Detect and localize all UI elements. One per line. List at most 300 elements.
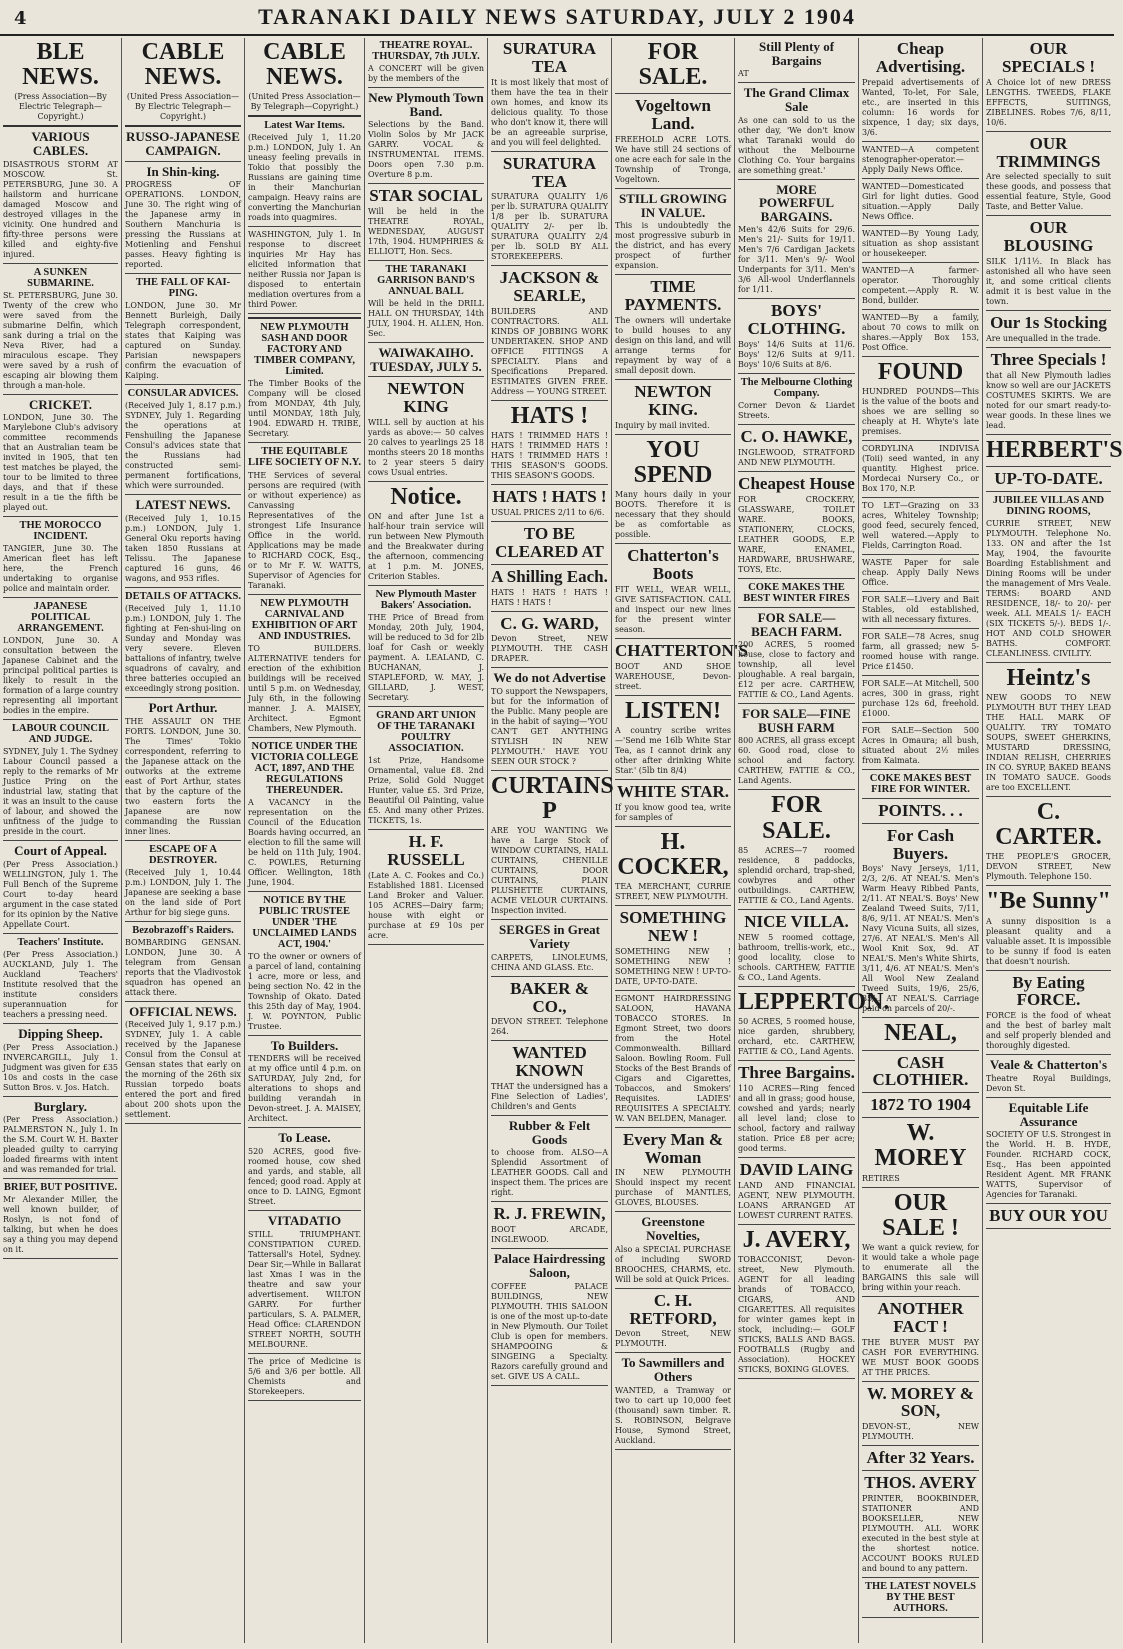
divider bbox=[3, 840, 118, 841]
ad-body: CURRIE STREET, NEW PLYMOUTH. Telephone No. 133. ON and after the 1st May, 1904, the favourite Boarding Establishment and Dining Rooms will be under the management of Mrs Veale. TERMS: BOARD AND RESIDENCE, 18/- to 20/- per week. ALL MEALS 1/- EACH (SIX TICKETS 5/-). BEDS 1/-. HOT AND COLD SHOWER BATHS. COMFORT. CLEANLINESS. CIVILITY. bbox=[986, 518, 1111, 658]
ad-body: THE Price of Bread from Monday, 20th July, 1904, will be reduced to 3d for 2lb loaf for Cash or weekly payment. A. LEALAND, C. BUCHANAN, J. STAPLEFORD, W. MAY, J. GILLARD, J. WEST, Secretary. bbox=[368, 613, 484, 703]
advertisement bbox=[368, 380, 484, 478]
ad-heading: THEATRE ROYAL. THURSDAY, 7th JULY. bbox=[372, 40, 480, 63]
divider bbox=[738, 298, 855, 299]
ad-body: Men's 42/6 Suits for 29/6. Men's 21/- Suits for 19/11. Men's 7/6 Cardigan Jackets for 3/11. Men's 9/- Wool Underpants for 3/11. Men's 3/6 All-wool Underflannels for 1/11. bbox=[738, 225, 855, 295]
advertisement bbox=[491, 1044, 608, 1112]
ad-body: TOBACCONIST, Devon-street, New Plymouth. AGENT for all leading brands of TOBACCO, CIGARS, AND CIGARETTES. All requisites for winter games kept in stock, including:— GOLF STICKS, BALLS AND BAGS. FOOTBALLS (Rugby and Association). HOCKEY STICKS, BOXING GLOVES. bbox=[738, 1254, 855, 1374]
ad-body: AT bbox=[738, 69, 749, 79]
divider bbox=[368, 706, 484, 707]
ad-heading: OUR SPECIALS ! bbox=[1001, 39, 1096, 76]
advertisement bbox=[986, 495, 1111, 659]
ad-body: DEVON STREET. Telephone 264. bbox=[491, 1017, 608, 1037]
ad-body: Many hours daily in your BOOTS. Therefore it is necessary that they should be as comfortable as possible. bbox=[615, 490, 731, 540]
ad-heading: MORE POWERFUL BARGAINS. bbox=[758, 181, 835, 224]
divider bbox=[125, 1001, 241, 1002]
ad-body: FOR SALE—Livery and Bait Stables, old established, with all necessary fixtures. bbox=[862, 594, 979, 624]
advertisement bbox=[986, 800, 1111, 882]
ad-heading: NEWTON KING. bbox=[634, 382, 712, 419]
article-body: BOMBARDING GENSAN. LONDON, June 30. A telegram from Gensan reports that the Vladivostok squadron has opened an attack there. bbox=[125, 937, 241, 997]
divider bbox=[738, 1157, 855, 1158]
divider bbox=[738, 1060, 855, 1061]
column-subheading: (United Press Association—By Telegraph—Copyright.) bbox=[248, 92, 361, 112]
divider bbox=[986, 434, 1111, 435]
article-heading: JAPANESE POLITICAL ARRANGEMENT. bbox=[17, 601, 104, 635]
article-heading: NEW PLYMOUTH SASH AND DOOR FACTORY AND TIMBER COMPANY, Limited. bbox=[254, 322, 355, 378]
advertisement bbox=[738, 475, 855, 575]
ad-heading: Notice. bbox=[390, 484, 462, 511]
divider bbox=[491, 1115, 608, 1116]
divider bbox=[248, 1353, 361, 1354]
ad-body: FOR CROCKERY, GLASSWARE, TOILET WARE. BOOKS, STATIONERY, CLOCKS, LEATHER GOODS, E.P. WARE, ENAMEL, HARDWARE, BRUSHWARE, TOYS, Etc. bbox=[738, 494, 855, 574]
divider bbox=[491, 564, 608, 565]
article-body: (Received July 1, 10.44 p.m.) LONDON, July 1. The Japanese are seeking a base on the land side of Port Arthur for big siege guns. bbox=[125, 867, 241, 917]
article-heading: OFFICIAL NEWS. bbox=[129, 1003, 237, 1019]
ad-heading: H. COCKER, bbox=[617, 828, 729, 880]
ad-body: IN NEW PLYMOUTH Should inspect my recent purchase of MANTLES, GLOVES, BLOUSES. bbox=[615, 1168, 731, 1208]
divider bbox=[491, 1248, 608, 1249]
advertisement bbox=[615, 192, 731, 271]
divider bbox=[491, 265, 608, 266]
column-4 bbox=[365, 38, 488, 1643]
ad-body: We want a quick review, for it would take a whole page to enumerate all the BARGAINS this sale will bring within your reach. bbox=[862, 1242, 979, 1292]
ad-heading: STILL GROWING IN VALUE. bbox=[618, 191, 727, 220]
ad-body: BOOT ARCADE, INGLEWOOD. bbox=[491, 1225, 608, 1245]
divider bbox=[3, 597, 118, 598]
article bbox=[125, 591, 241, 694]
article-body: LONDON, June 30. A consultation between the Japanese Cabinet and the principal political parties is likely to result in the formation of a large country representing all important bodies in the empire. bbox=[3, 636, 118, 716]
advertisement bbox=[615, 1215, 731, 1284]
divider bbox=[986, 970, 1111, 971]
ad-body: ON and after June 1st a half-hour train service will run between New Plymouth and the Breakwater during the afternoon, commencing at 1 p.m. M. JONES, Criterion Stables. bbox=[368, 512, 484, 582]
divider bbox=[491, 770, 608, 771]
advertisement bbox=[862, 1054, 979, 1090]
ad-heading: JACKSON & SEARLE, bbox=[499, 268, 600, 306]
advertisement bbox=[615, 640, 748, 692]
advertisement bbox=[862, 266, 979, 306]
divider bbox=[248, 737, 361, 738]
ad-heading: FOR SALE. bbox=[762, 792, 831, 844]
article bbox=[3, 398, 118, 514]
advertisement bbox=[368, 710, 484, 826]
advertisement bbox=[986, 974, 1111, 1052]
ad-heading: Chatterton's Boots bbox=[627, 546, 719, 583]
article-heading: DETAILS OF ATTACKS. bbox=[125, 590, 242, 602]
ad-heading: Three Bargains. bbox=[738, 1062, 855, 1082]
ad-heading: CASH CLOTHIER. bbox=[872, 1052, 969, 1090]
article-body: THE Services of several persons are required (with or without experience) as Canvassing Representatives of the strongest Life Insurance Office in the world. Applications may be made to RICHARD COCK, Esq., or to Mr F. W. WATTS, Supervisor of Agencies for Taranaki. bbox=[248, 470, 361, 590]
article bbox=[248, 741, 361, 888]
advertisement bbox=[986, 666, 1111, 793]
divider bbox=[615, 990, 731, 991]
divider bbox=[738, 909, 855, 910]
advertisements bbox=[862, 40, 979, 1618]
page-number: 4 bbox=[14, 8, 27, 29]
article bbox=[248, 895, 361, 1032]
ad-body: A Choice lot of new DRESS LENGTHS. TWEEDS, FLAKE EFFECTS, SUITINGS, ZIBELINES. Robes 7/6, 8/11, 10/6. bbox=[986, 77, 1111, 127]
advertisement bbox=[986, 1058, 1111, 1094]
articles bbox=[248, 120, 361, 314]
article-heading: BRIEF, BUT POSITIVE. bbox=[3, 1182, 118, 1194]
ad-heading: C. H. RETFORD, bbox=[629, 1290, 717, 1328]
ad-body: Prepaid advertisements of Wanted, To-let, For Sale, etc., are inserted in this column: 16 words for sixpence, 1 day; six days, 3/6. bbox=[862, 77, 979, 137]
article-heading: LABOUR COUNCIL AND JUDGE. bbox=[11, 723, 110, 746]
ad-heading: TIME PAYMENTS. bbox=[624, 277, 722, 315]
articles bbox=[3, 130, 118, 1259]
advertisement bbox=[491, 1205, 608, 1245]
advertisements bbox=[615, 39, 748, 1450]
advertisement bbox=[368, 264, 484, 339]
article-body: WASHINGTON, July 1. In response to discreet inquiries Mr Hay has elicited information that neither Russia nor Japan is disposed to entertain mediation overtures from a third Power. bbox=[248, 230, 361, 310]
divider bbox=[125, 384, 241, 385]
divider bbox=[738, 1224, 855, 1225]
advertisement bbox=[862, 726, 979, 766]
ad-heading: C. G. WARD, bbox=[500, 613, 599, 633]
ad-body: Will be held in the THEATRE ROYAL, WEDNESDAY, AUGUST 17th, 1904. HUMPHRIES & ELLIOTT, Hon. Secs. bbox=[368, 207, 484, 257]
ad-body: (Late A. C. Fookes and Co.) Established 1881. Licensed Land Broker and Valuer. 105 ACRES—Dairy farm; house with eight or purchase at £9 10s per acre. bbox=[368, 871, 484, 941]
column-heading: CABLE NEWS. bbox=[263, 39, 346, 91]
column-6 bbox=[612, 38, 748, 1643]
article-body: (Received July 1, 9.17 p.m.) SYDNEY, July 1. A cable received by the Japanese Consul from the Consul at Gensan states that early on the morning of the 26th six Russian torpedo boats entered the port and fired about 200 shots upon the settlement. bbox=[125, 1020, 241, 1120]
ad-body: THE PEOPLE'S GROCER, DEVON STREET, New Plymouth. Telephone 150. bbox=[986, 852, 1111, 882]
article bbox=[125, 844, 241, 918]
topic-heading: RUSSO-JAPANESE CAMPAIGN. bbox=[126, 129, 240, 159]
article bbox=[248, 1039, 361, 1125]
article-heading: THE MOROCCO INCIDENT. bbox=[19, 520, 102, 543]
ad-heading: LISTEN! bbox=[624, 697, 722, 724]
ad-body: WANTED—Domesticated Girl for light duties. Good situation.—Apply Daily News Office. bbox=[862, 181, 979, 221]
divider bbox=[862, 141, 979, 142]
advertisement bbox=[615, 278, 731, 376]
divider bbox=[615, 695, 731, 696]
article bbox=[3, 1182, 118, 1255]
ad-body: SURATURA QUALITY 1/6 per lb. SURATURA QUALITY 1/8 per lb. SURATURA QUALITY 2/- per lb. SURATURA QUALITY 2/4 per lb. SOLD BY ALL STOREKEEPERS. bbox=[491, 192, 608, 262]
ad-body: TEA MERCHANT, CURRIE STREET, NEW PLYMOUTH. bbox=[615, 882, 731, 902]
ad-heading: J. AVERY, bbox=[742, 1226, 851, 1253]
divider bbox=[738, 789, 855, 790]
ad-heading: UP-TO-DATE. bbox=[994, 468, 1103, 488]
ad-body: As one can sold to us the other day, 'We don't know what Taranaki would do without the Melbourne Clothing Co. Your bargains are something great.' bbox=[738, 115, 855, 175]
divider bbox=[986, 885, 1111, 886]
divider bbox=[738, 578, 855, 579]
divider bbox=[862, 554, 979, 555]
divider bbox=[738, 471, 855, 472]
advertisement bbox=[368, 187, 484, 257]
ad-heading: W. MOREY & SON, bbox=[867, 1383, 974, 1421]
divider bbox=[738, 607, 855, 608]
ad-body: Boys' Navy Jerseys, 1/11, 2/3, 2/6. AT NEAL'S. Men's Warm Heavy Ribbed Pants, 2/11. AT NEAL'S. Boys' New Zealand Tweed Suits, 7/11, 8/6, 9/11. AT NEAL'S. Men's Navy Vicuna Suits, all sizes, 27/6. AT NEAL'S. Men's All Wool Knit Sox, 9d. AT NEAL'S. Men's White Shirts, 3/11, 4/6. AT NEAL'S. Men's All Wool New Zealand Tweed Suits, 19/6, 25/6, 35/-. AT NEAL'S. Carriage paid on parcels of 20/-. bbox=[862, 864, 979, 1014]
article bbox=[125, 277, 241, 381]
advertisements bbox=[368, 40, 484, 945]
advertisement bbox=[862, 632, 979, 672]
article-heading: Bezobrazoff's Raiders. bbox=[132, 924, 234, 936]
advertisement bbox=[368, 346, 484, 373]
advertisements bbox=[491, 39, 614, 1386]
ad-heading: COKE MAKES BEST FIRE FOR WINTER. bbox=[869, 772, 972, 795]
ad-body: WASTE Paper for sale cheap. Apply Daily News Office. bbox=[862, 557, 979, 587]
divider bbox=[862, 769, 979, 770]
article bbox=[125, 1005, 241, 1121]
advertisement bbox=[491, 488, 608, 518]
article-heading: To Builders. bbox=[270, 1037, 339, 1053]
divider bbox=[986, 466, 1111, 467]
ad-body: FIT WELL, WEAR WELL, GIVE SATISFACTION. CALL and inspect our new lines for the present winter season. bbox=[615, 584, 731, 634]
ad-body: WANTED—By Young Lady, situation as shop assistant or housekeeper. bbox=[862, 228, 979, 258]
divider bbox=[368, 260, 484, 261]
divider bbox=[368, 376, 484, 377]
article-heading: CRICKET. bbox=[29, 396, 92, 412]
article-body: The Timber Books of the Company will be closed from MONDAY, 4th July, until MONDAY, 18th July, 1904. EDWARD H. TRIBE, Secretary. bbox=[248, 379, 361, 439]
advertisement bbox=[615, 699, 731, 776]
advertisement bbox=[615, 1131, 731, 1209]
ad-body: HATS ! HATS ! HATS ! HATS ! HATS ! bbox=[491, 587, 608, 607]
divider bbox=[738, 179, 855, 180]
divider bbox=[862, 356, 979, 357]
article bbox=[248, 598, 361, 734]
divider bbox=[248, 313, 361, 314]
divider bbox=[986, 1203, 1111, 1204]
divider bbox=[986, 1054, 1111, 1055]
ad-body: WILL sell by auction at his yards as above:— 50 calves 20 calves to yearlings 25 18 months steers 20 18 months to 2 year steers 5 dairy cows Usual entries. bbox=[368, 418, 484, 478]
ad-heading: BOYS' CLOTHING. bbox=[747, 301, 846, 339]
article bbox=[3, 723, 118, 837]
advertisement bbox=[491, 1252, 608, 1381]
ad-body: FORCE is the food of wheat and the best of barley malt and self properly blended and thoroughly digested. bbox=[986, 1011, 1111, 1051]
divider bbox=[862, 440, 979, 441]
ad-heading: BUY OUR YOU bbox=[989, 1206, 1108, 1226]
advertisement bbox=[862, 1474, 979, 1574]
divider bbox=[125, 494, 241, 495]
ad-heading: W. MOREY bbox=[874, 1120, 967, 1172]
advertisement bbox=[738, 86, 855, 175]
article-heading: ESCAPE OF A DESTROYER. bbox=[149, 843, 217, 866]
divider bbox=[3, 263, 118, 264]
advertisement bbox=[615, 994, 731, 1124]
divider bbox=[248, 1035, 361, 1036]
divider bbox=[986, 1228, 1111, 1229]
column-3 bbox=[245, 38, 365, 1643]
divider bbox=[862, 628, 979, 629]
divider bbox=[491, 1385, 608, 1386]
advertisement bbox=[986, 889, 1111, 966]
divider bbox=[3, 1096, 118, 1097]
advertisement bbox=[368, 833, 484, 941]
ad-heading: SURATURA TEA bbox=[502, 39, 597, 76]
ad-body: 800 ACRES, all grass except 60. Good road, close to school and factory. CARTHEW, FATTIE & CO., Land Agents. bbox=[738, 736, 855, 786]
ad-heading: TO BE CLEARED AT bbox=[495, 524, 604, 561]
ad-body: Also a SPECIAL PURCHASE of including SWORD BROOCHES, CHARMS, etc. Will be sold at Quick Prices. bbox=[615, 1244, 731, 1284]
divider bbox=[125, 587, 241, 588]
ad-body: NEW 5 roomed cottage, bathroom, trellis-work, etc., good locality, close to schools. CARTHEW, FATTIE & CO., Land Agents. bbox=[738, 932, 855, 982]
ad-body: SOMETHING NEW ! SOMETHING NEW ! SOMETHING NEW ! UP-TO-DATE, UP-TO-DATE. bbox=[615, 946, 731, 986]
divider bbox=[615, 1288, 731, 1289]
ad-heading: POINTS. . . bbox=[878, 800, 963, 820]
article bbox=[248, 230, 361, 310]
divider bbox=[615, 274, 731, 275]
advertisement bbox=[862, 360, 979, 437]
advertisement bbox=[368, 40, 484, 84]
article-body: 520 ACRES, good five-roomed house, cow shed and yards, and stable, all fenced; good road. Apply at once to D. LAING, Egmont Street. bbox=[248, 1147, 361, 1206]
ad-body: If you know good tea, write for samples of bbox=[615, 802, 731, 822]
ad-heading: Veale & Chatterton's bbox=[989, 1057, 1108, 1073]
ad-body: It is most likely that most of them have the tea in their own homes, and know its delicious quality. To those who don't know it, there will be an agreeable surprise, and you will feel delighted. bbox=[491, 77, 608, 147]
advertisement bbox=[738, 707, 855, 786]
advertisement bbox=[491, 1119, 608, 1198]
article bbox=[3, 130, 118, 259]
ad-body: THAT the undersigned has a Fine Selection of Ladies', Children's and Gents bbox=[491, 1082, 608, 1112]
ad-heading: By Eating FORCE. bbox=[1012, 972, 1085, 1010]
advertisement bbox=[615, 1356, 731, 1445]
article-body: The price of Medicine is 5/6 and 3/6 per bottle. All Chemists and Storekeepers. bbox=[248, 1356, 361, 1396]
divider bbox=[615, 779, 731, 780]
divider bbox=[615, 434, 731, 435]
article-heading: THE EQUITABLE LIFE SOCIETY OF N.Y. bbox=[248, 446, 361, 469]
divider bbox=[738, 1378, 855, 1379]
ad-heading: GRAND ART UNION OF THE TARANAKI POULTRY ASSOCIATION. bbox=[376, 710, 476, 755]
divider bbox=[862, 1117, 979, 1118]
column-5 bbox=[488, 38, 612, 1643]
advertisement bbox=[491, 40, 608, 148]
divider bbox=[248, 1210, 361, 1211]
advertisement bbox=[738, 302, 855, 370]
advertisement bbox=[986, 1101, 1111, 1200]
divider bbox=[862, 497, 979, 498]
article-heading: Court of Appeal. bbox=[14, 843, 107, 859]
article-body: LONDON, June 30. Mr Bennett Burleigh, Daily Telegraph correspondent, states that Kaiping was captured on Sunday. Parisian newspapers confirm the evacuation of Kaiping. bbox=[125, 301, 241, 381]
advertisement bbox=[738, 611, 855, 700]
ad-heading: C. CARTER. bbox=[995, 799, 1102, 851]
article-body: TO BUILDERS. ALTERNATIVE tenders for erection of the exhibition buildings will be received until 5 p.m. on Wednesday, July 6th, in the following manner. J. A. MAISEY, Architect. Egmont Chambers, New Plymouth. bbox=[248, 643, 361, 733]
divider bbox=[986, 796, 1111, 797]
divider bbox=[862, 1187, 979, 1188]
column-1 bbox=[0, 38, 122, 1643]
advertisement bbox=[615, 547, 731, 635]
article-body: (Received July 1, 11.10 p.m.) LONDON, July 1. The fighting at Fen-shui-ling on Sunday and Monday was very severe. Eleven battalions of infantry, twelve squadrons of cavalry, and three batteries occupied an exceedingly strong position. bbox=[125, 604, 241, 693]
divider bbox=[986, 1097, 1111, 1098]
advertisement bbox=[862, 1121, 979, 1183]
newspaper-title: TARANAKI DAILY NEWS SATURDAY, JULY 2 1904 bbox=[258, 4, 856, 29]
ad-body: CORDYLINA INDIVISA (Toii) seed wanted, in any quantity. Highest price. Mordecai Nursery Co., or Box 170, N.P. bbox=[862, 443, 979, 493]
ad-heading: A Shilling Each. bbox=[491, 566, 608, 586]
divider bbox=[368, 585, 484, 586]
article-heading: NEW PLYMOUTH CARNIVAL AND EXHIBITION OF ART AND INDUSTRIES. bbox=[251, 597, 358, 642]
divider bbox=[862, 1470, 979, 1471]
ad-body: RETIRES bbox=[862, 1173, 900, 1183]
ad-body: PRINTER, BOOKBINDER, STATIONER AND BOOKSELLER, NEW PLYMOUTH. ALL WORK executed in the best style at the shortest notice. ACCOUNT BOOKS RULED and bound to any pattern. bbox=[862, 1493, 979, 1573]
article-body: A VACANCY in the representation on the Council of the Education Boards having occurred, an election to fill the same will be held on 11th July, 1904. C. POWLES, Returning Officer. Wellington, 18th June, 1904. bbox=[248, 797, 361, 887]
article-heading: LATEST NEWS. bbox=[135, 497, 231, 513]
article-body: LONDON, June 30. The Marylebone Club's advisory committee recommends that an Australian team be invited in 1905, that ten test matches be played, the tour to be limited to three days, and that if these result in a tie the fifth be played out. bbox=[3, 413, 118, 513]
article-heading: In Shin-king. bbox=[146, 163, 220, 179]
ad-heading: OUR TRIMMINGS bbox=[996, 133, 1101, 171]
advertisement bbox=[738, 1161, 855, 1221]
divider bbox=[615, 93, 731, 94]
ad-body: 85 ACRES—7 roomed residence, 8 paddocks, splendid orchard, trap-shed, cowbyres and other outbuildings. CARTHEW, FATTIE & CO., Land Agents. bbox=[738, 845, 855, 905]
column-9 bbox=[983, 38, 1123, 1643]
article-body: (Received July 1, 8.17 p.m.) SYDNEY, July 1. Regarding the operations at Fenshuiling the Japanese Consul's advices state that the Russians had constructed semi-permanent fortifications, which were surrounded. bbox=[125, 401, 241, 491]
advertisement bbox=[862, 679, 979, 719]
advertisement bbox=[862, 558, 979, 588]
article bbox=[3, 520, 118, 594]
divider bbox=[738, 424, 855, 425]
ad-heading: "Be Sunny" bbox=[986, 888, 1111, 915]
ad-body: that all New Plymouth ladies know so well are our JACKETS COSTUMES SKIRTS. We are noted for our smart ready-to-wear goods. In these lines we lead. bbox=[986, 370, 1111, 430]
advertisement bbox=[738, 428, 855, 468]
article bbox=[248, 1131, 361, 1207]
article-body: (Per Press Association.) AUCKLAND, July 1. The Auckland Teachers' Institute resolved that the institute considers superannuation for teachers a pressing need. bbox=[3, 950, 118, 1020]
ad-body: TO LET—Grazing on 33 acres, Whiteley Township; good feed, securely fenced, well watered.—Apply to Fields, Carrington Road. bbox=[862, 500, 979, 550]
advertisement bbox=[491, 269, 608, 397]
divider bbox=[491, 611, 608, 612]
advertisement bbox=[615, 40, 731, 90]
divider bbox=[862, 823, 979, 824]
article bbox=[248, 120, 361, 223]
ad-heading: COKE MAKES THE BEST WINTER FIRES bbox=[743, 581, 850, 604]
advertisement bbox=[615, 783, 731, 823]
ad-heading: FOR SALE—FINE BUSH FARM bbox=[742, 706, 851, 735]
ad-body: A country scribe writes—'Send me 16lb White Star Tea, as I cannot drink any other after drinking White Star.' (5lb tin 8/4) bbox=[615, 725, 731, 775]
article bbox=[3, 1027, 118, 1093]
ad-heading: HERBERT'S bbox=[986, 436, 1123, 463]
article bbox=[248, 322, 361, 439]
article-body: (Per Press Association.) WELLINGTON, July 1. The Full Bench of the Supreme Court to-day heard argument in the case stated for its opinion by the Native Appellate Court. bbox=[3, 860, 118, 930]
advertisements bbox=[986, 39, 1123, 1229]
ad-body: This is undoubtedly the most progressive suburb in the district, and has every prospect of further expansion. bbox=[615, 221, 731, 271]
article bbox=[125, 701, 241, 837]
advertisement bbox=[491, 525, 608, 561]
ad-body: NEW GOODS TO NEW PLYMOUTH BUT THEY LEAD THE HALL MARK OF QUALITY. TRY TOMATO SOUPS, SWEET GHERKINS, MUSTARD DRESSING, INDIAN RELISH, CHERRIES IN CO. SYRUP, BAKED BEANS IN TOMATO SAUCE. Goods are too EXCELLENT. bbox=[986, 693, 1111, 792]
advertisement bbox=[368, 485, 484, 582]
divider bbox=[491, 976, 608, 977]
ad-heading: NEAL, bbox=[884, 1020, 957, 1047]
divider bbox=[491, 667, 608, 668]
ad-heading: FOR SALE—BEACH FARM. bbox=[751, 609, 842, 639]
divider bbox=[615, 638, 731, 639]
ad-heading: After 32 Years. bbox=[866, 1448, 975, 1468]
advertisement bbox=[491, 404, 608, 481]
ad-heading: Vogeltown Land. bbox=[635, 96, 711, 134]
article-body: St. PETERSBURG, June 30. Twenty of the crew who were saved from the submarine Delfin, which sank during a trial on the Neva River, had a miraculous escape. They were saved by a rush of escaping air blowing them through a man-hole. bbox=[3, 290, 118, 390]
advertisement bbox=[986, 351, 1111, 431]
article-heading: CONSULAR ADVICES. bbox=[127, 388, 239, 400]
divider bbox=[491, 1040, 608, 1041]
divider bbox=[3, 394, 118, 395]
ad-heading: R. J. FREWIN, bbox=[493, 1204, 606, 1224]
advertisement bbox=[738, 793, 855, 905]
ad-body: BOOT AND SHOE WAREHOUSE, Devon-street. bbox=[615, 661, 731, 691]
ad-body: COFFEE PALACE BUILDINGS, NEW PLYMOUTH. THIS SALOON is one of the most up-to-date in New Plymouth. Our Toilet Club is open for members. SHAMPOOING & SINGEING a Specialty. Razors carefully ground and set. GIVE US A CALL. bbox=[491, 1281, 608, 1381]
advertisement bbox=[738, 1064, 855, 1154]
article-body: TENDERS will be received at my office until 4 p.m. on SATURDAY, July 2nd, for alterations to shops and building verandah in Devon-street. J. A. MAISEY, Architect. bbox=[248, 1054, 361, 1124]
advertisement bbox=[368, 589, 484, 703]
divider bbox=[248, 226, 361, 227]
ad-body: Selections by the Band. Violin Solos by Mr JACK GARRY. VOCAL & INSTRUMENTAL ITEMS. Doors open 7.30 p.m. Overture 8 p.m. bbox=[368, 120, 484, 180]
divider bbox=[248, 594, 361, 595]
ad-heading: ANOTHER FACT ! bbox=[877, 1298, 964, 1336]
article bbox=[3, 601, 118, 716]
advertisement bbox=[491, 568, 608, 608]
article-heading: THE FALL OF KAI-PING. bbox=[135, 277, 231, 300]
divider bbox=[248, 1400, 361, 1401]
divider bbox=[986, 491, 1111, 492]
ad-body: WANTED—A farmer-operator. Thoroughly competent.—Apply R. W. Bond, builder. bbox=[862, 265, 979, 305]
ad-heading: NICE VILLA. bbox=[744, 911, 849, 931]
article-body: THE ASSAULT ON THE FORTS. LONDON, June 30. The Times' Tokio correspondent, referring to the Japanese attack on the outworks at the extreme east of Port Arthur, states that by the capture of the two eastern forts the Japanese are now commanding the Russian inner lines. bbox=[125, 716, 241, 836]
divider bbox=[3, 933, 118, 934]
divider bbox=[248, 442, 361, 443]
divider bbox=[862, 1296, 979, 1297]
advertisement bbox=[986, 40, 1111, 128]
